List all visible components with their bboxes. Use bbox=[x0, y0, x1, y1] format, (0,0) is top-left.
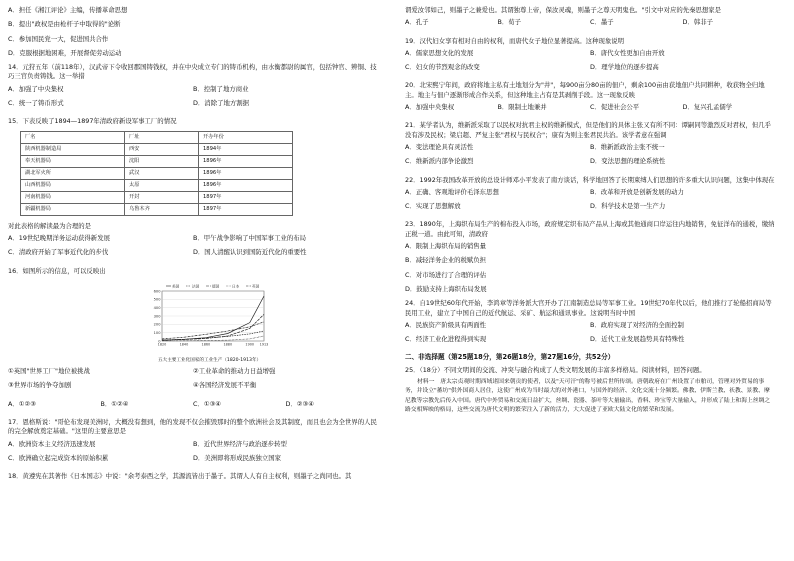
q15-question: 对此表格的解读最为合理的是 bbox=[8, 221, 92, 230]
table-cell: 西安 bbox=[125, 143, 199, 155]
q18-option-b: B．荀子 bbox=[497, 18, 522, 27]
left-column bbox=[8, 6, 378, 485]
table-cell: 1896年 bbox=[199, 155, 293, 167]
x-tick-label: 1840 bbox=[179, 342, 189, 347]
legend-label: 日本 bbox=[232, 284, 240, 289]
q19-option-c: C．妇女的节烈观念的改变 bbox=[405, 63, 480, 72]
table-cell: 1896年 bbox=[199, 179, 293, 191]
table-cell: 武汉 bbox=[125, 167, 199, 179]
q13-option-d: D．克服根据地困难，开展督促劳动运动 bbox=[8, 48, 122, 57]
q17-option-b: B．近代世界经济与政治逐步转型 bbox=[193, 439, 287, 448]
legend-label: 英国 bbox=[252, 284, 260, 289]
y-tick-label: 600 bbox=[153, 289, 161, 294]
q19-options bbox=[405, 49, 775, 78]
q19-option-d: D．理学地位的逐步提高 bbox=[590, 63, 659, 72]
q24-option-a: A．民族资产阶级具有两面性 bbox=[405, 320, 487, 329]
q15-options bbox=[8, 234, 378, 263]
section-title: 二、非选择题（第25题18分，第26题18分，第27题16分，共52分） bbox=[405, 353, 615, 362]
q16-items bbox=[8, 367, 378, 396]
table-cell: 山西机器局 bbox=[21, 179, 125, 191]
table-row bbox=[21, 191, 293, 203]
table-header-row bbox=[21, 131, 293, 143]
table-cell: 奉天机器局 bbox=[21, 155, 125, 167]
q14-stem: 14．元狩五年（前118年），汉武帝下令收回郡国铸钱权，并在中央成立专门的铸币机构，由水衡都尉的属官，包括钟官、辨铜、技巧三官负责铸钱。这一举措 bbox=[8, 63, 377, 81]
table-row bbox=[21, 167, 293, 179]
q22-option-b: B．改革和开放是创新发展的动力 bbox=[590, 187, 684, 196]
legend-label: 德国 bbox=[212, 284, 220, 289]
q13-option-c: C．参加国民党一大，促进国共合作 bbox=[8, 34, 109, 43]
table-cell: 1897年 bbox=[199, 203, 293, 215]
q16-option-d: D．②③④ bbox=[285, 399, 314, 408]
q19-stem: 19．汉代妇女享有相对自由的权利，而唐代女子地位显著提高。这种现象说明 bbox=[405, 36, 625, 45]
q23-option-a: A．限制上海织布局的销售量 bbox=[405, 242, 487, 251]
x-tick-label: 1900 bbox=[245, 342, 255, 347]
q16-item-1: ①英国"世界工厂"地位被挑战 bbox=[8, 367, 90, 376]
q20-option-a: A．加强中央集权 bbox=[405, 103, 455, 112]
q23-option-c: C．对市场进行了合理的评估 bbox=[405, 270, 487, 279]
q18-option-a: A．孔子 bbox=[405, 18, 429, 27]
table-cell: 1894年 bbox=[199, 143, 293, 155]
q17-options bbox=[8, 440, 378, 469]
q20-option-c: C．促进社会公平 bbox=[590, 103, 640, 112]
y-tick-label: 500 bbox=[153, 297, 161, 302]
q16-stem: 16．如图所示的信息，可以反映出 bbox=[8, 266, 106, 275]
q20-option-d: D．复兴孔孟儒学 bbox=[682, 103, 733, 112]
q21-option-a: A．变法理论具有灵活性 bbox=[405, 142, 474, 151]
table-cell: 陕西机器制造局 bbox=[21, 143, 125, 155]
q16-item-3: ③世界市场的争夺加剧 bbox=[8, 381, 72, 390]
table-cell: 乌鲁木齐 bbox=[125, 203, 199, 215]
q17-option-d: D．美洲即将形成民族独立国家 bbox=[193, 453, 281, 462]
table-row bbox=[21, 203, 293, 215]
table-cell: 新疆机器局 bbox=[21, 203, 125, 215]
q14-option-b: B．控制了地方商业 bbox=[193, 84, 249, 93]
q21-stem: 21．某学者认为，维新派采取了以民权对抗君主权的维新模式，但是他们的具体主张又有所不同：谭嗣同等激烈反对君权，但几乎没有涉及民权；梁启超、严复主张"君权与民权合"；康有为则主张君民共治。该学者意在强调 bbox=[405, 121, 772, 139]
table-header: 开办年份 bbox=[199, 131, 293, 143]
q18-options bbox=[405, 18, 775, 32]
q16-option-c: C．①③④ bbox=[193, 399, 222, 408]
q14-options bbox=[8, 85, 378, 114]
q25-stem: 25．（18分）不同文明间的交流、冲突与融合构成了人类文明发展的丰富多样格局。阅读材料，回答问题。 bbox=[405, 365, 706, 374]
q14-option-a: A．加强了中央集权 bbox=[8, 84, 64, 93]
q16-item-4: ④各国经济发展不平衡 bbox=[193, 381, 257, 390]
q20-options bbox=[405, 103, 775, 117]
q16-option-b: B．①②④ bbox=[100, 399, 129, 408]
q23-option-d: D．鼓励支持上海织布局发展 bbox=[405, 284, 487, 293]
q15-option-d: D．国人清醒认识到国防近代化的重要性 bbox=[193, 248, 307, 257]
table-cell: 湖北军火所 bbox=[21, 167, 125, 179]
table-cell: 沈阳 bbox=[125, 155, 199, 167]
q24-option-b: B．政府实现了对经济的全面控制 bbox=[590, 320, 684, 329]
x-tick-label: 1820 bbox=[157, 342, 167, 347]
series-line-0 bbox=[162, 296, 264, 340]
q13-option-b: B．提出"政权是由枪杆子中取得的"论断 bbox=[8, 20, 121, 29]
q17-option-a: A．欧洲资本主义经济迅速发展 bbox=[8, 439, 96, 448]
q18-option-c: C．墨子 bbox=[590, 18, 614, 27]
q23-option-b: B．减轻洋务企业的税赋负担 bbox=[405, 256, 487, 265]
x-tick-label: 1860 bbox=[201, 342, 211, 347]
q14-option-d: D．消除了地方割据 bbox=[193, 99, 250, 108]
table-row bbox=[21, 143, 293, 155]
q22-option-a: A．正确、客观地评价毛泽东思想 bbox=[405, 187, 499, 196]
table-row bbox=[21, 155, 293, 167]
q21-option-b: B．维新派政治主张不统一 bbox=[590, 142, 665, 151]
table-cell: 开封 bbox=[125, 191, 199, 203]
industry-line-chart bbox=[148, 281, 268, 351]
q23-stem: 23．1890年，上海织布局生产的棉布投入市场，政府规定织布局产品从上海或其他通商口岸运往内地销售，免征洋布的通税，缴纳正税一道。由此可知，清政府 bbox=[405, 220, 775, 238]
q16-options bbox=[8, 400, 378, 414]
q21-option-c: C．维新派内部争论激烈 bbox=[405, 157, 474, 166]
y-tick-label: 200 bbox=[153, 322, 161, 327]
q15-stem: 15．下表反映了1894—1897年清政府新设军事工厂的情况 bbox=[8, 117, 177, 126]
q19-option-b: B．唐代女性更加自由开放 bbox=[590, 48, 665, 57]
q17-stem: 17．恩格斯说："哥伦布发现美洲时，大概没有想到，他的发现不仅会摧毁那时的整个欧洲社会及其制度，而且也会为全世界的人民的完全解放奠定基础。"这里的主要意思是 bbox=[8, 418, 377, 436]
right-column bbox=[405, 6, 775, 415]
table-cell: 1896年 bbox=[199, 167, 293, 179]
table-cell: 河南机器局 bbox=[21, 191, 125, 203]
q22-option-c: C．实现了思想解放 bbox=[405, 202, 461, 211]
series-line-1 bbox=[162, 331, 264, 340]
table-cell: 太原 bbox=[125, 179, 199, 191]
q20-stem: 20．北宋熙宁年间，政府将地主私有土地划分为"井"，每900亩分80亩的佃户，剩余100亩由获地佃户共同耕种，收获物全归地主。地主与佃户逐渐形成合作关系，但这种地主占有是其剥削手段。这一现象反映 bbox=[405, 81, 765, 99]
q22-option-d: D．科学技术是第一生产力 bbox=[590, 202, 666, 211]
q24-option-d: D．近代工业发展趋势具有特殊性 bbox=[590, 335, 685, 344]
q16-item-2: ②工业革命的推动力日益增强 bbox=[193, 367, 276, 376]
q14-option-c: C．统一了铸币形式 bbox=[8, 99, 64, 108]
table-header: 厂名 bbox=[21, 131, 125, 143]
q16-option-a: A．①②③ bbox=[8, 399, 36, 408]
q15-option-a: A．19世纪晚期洋务运动获得新发展 bbox=[8, 233, 110, 242]
table-row bbox=[21, 179, 293, 191]
q22-stem: 22．1992年我国改革开放的总设计师邓小平发表了南方谈话，科学地回答了长期束缚人们思想的许多重大认识问题，这集中体现在 bbox=[405, 175, 775, 184]
q20-option-b: B．限制土地兼并 bbox=[497, 103, 547, 112]
q15-option-c: C．清政府开始了军事近代化的步伐 bbox=[8, 248, 109, 257]
q13-option-a: A．担任《湘江评论》主编，传播革命思想 bbox=[8, 6, 128, 14]
series-line-3 bbox=[162, 336, 264, 341]
q18-stem: 18．黄遵宪在其著作《日本国志》中说："余考泰西之学，其源流皆出于墨子。其谓人人有自主权利，则墨子之尚同也。其 bbox=[8, 472, 352, 481]
q21-option-d: D．变法思想的理论系统性 bbox=[590, 157, 666, 166]
q19-option-a: A．儒家思想文化的发展 bbox=[405, 48, 474, 57]
factory-table bbox=[20, 131, 293, 216]
y-tick-label: 300 bbox=[153, 314, 161, 319]
y-tick-label: 400 bbox=[153, 305, 161, 310]
q21-options bbox=[405, 143, 775, 172]
chart-caption: 五大主要工业化国家的工业生产（1820-1913年） bbox=[158, 358, 262, 364]
table-header: 厂址 bbox=[125, 131, 199, 143]
q18-continued: 谓爱汝邻如己，则墨子之兼爱也。其谓独尊上帝，保汝灵魂，则墨子之尊天明鬼也。"引文中对应的先秦思想家是 bbox=[405, 6, 722, 14]
y-tick-label: 0 bbox=[158, 339, 161, 344]
table-cell: 1897年 bbox=[199, 191, 293, 203]
legend-label: 法国 bbox=[192, 284, 200, 289]
material-one: 材料一 唐太宗贞观时期西域诸国来朝贡的使者，以及"天可汗"的称号被后世所传颂。唐朝政府在广州设置了市舶司，管理对外贸易的事务，并设立"蕃坊"供外国商人居住，这使广州成为当时最大的对外港口，与国外的经济、文化交流十分频繁。佛教、伊斯兰教、祆教、景教、摩尼教等宗教先后传入中国。唐代中外贸易和交流日益扩大，丝绸、瓷器、茶叶等大量输出，香料、珍宝等大量输入，并形成了陆上和海上丝绸之路交相辉映的格局，这些交流为唐代文明的繁荣注入了新的活力，大大促进了亚欧大陆文化的繁荣和发展。 bbox=[405, 379, 771, 413]
q24-stem: 24．自19世纪60年代开始，李鸿章等洋务派大官开办了江南制造总局等军事工业。19世纪70年代以后，他们推行了轮船招商局等民用工业，建立了中国自己的近代航运、采矿、航运和通讯事业。这说明当时中国 bbox=[405, 299, 772, 317]
q17-option-c: C．欧洲确立起完成资本的原始积累 bbox=[8, 453, 109, 462]
legend-label: 美国 bbox=[172, 284, 180, 289]
q22-options bbox=[405, 188, 775, 217]
q18-option-d: D．韩非子 bbox=[682, 18, 713, 27]
q15-option-b: B．甲午战争影响了中国军事工业的布局 bbox=[193, 233, 307, 242]
y-tick-label: 100 bbox=[153, 330, 161, 335]
x-tick-label: 1913 bbox=[259, 342, 268, 347]
x-tick-label: 1880 bbox=[223, 342, 233, 347]
q24-options bbox=[405, 321, 775, 350]
q24-option-c: C．经济工业化进程得到实现 bbox=[405, 335, 487, 344]
